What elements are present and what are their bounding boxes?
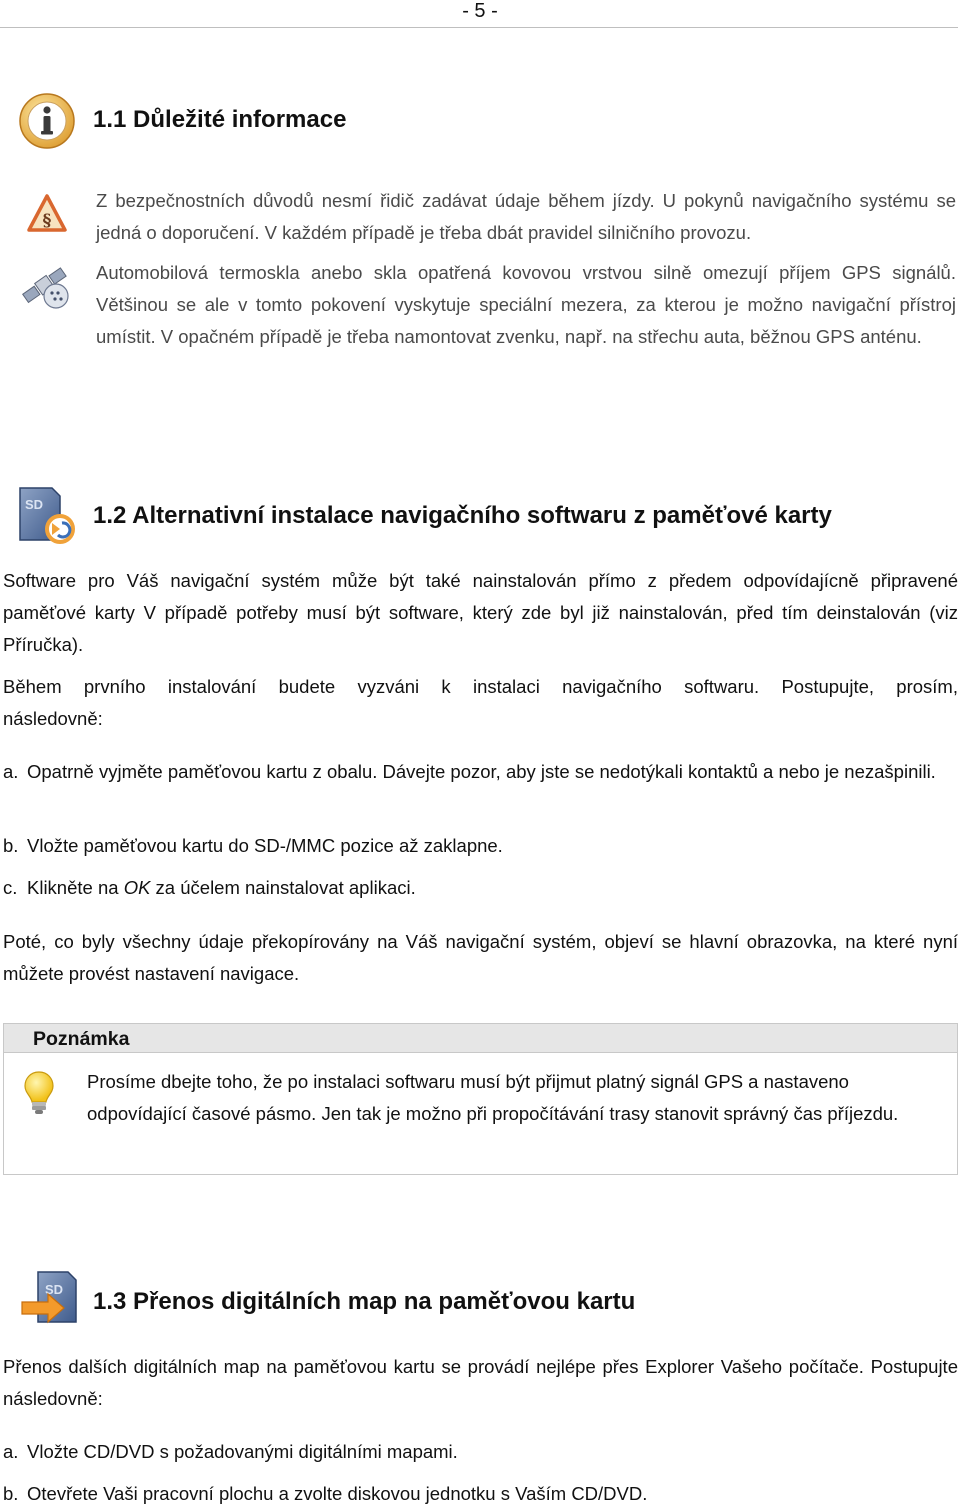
install-steps-intro-line: Během prvního instalování budete vyzváni k instalaci navigačního softwaru. Postupujte, prosím, [3,676,958,697]
note-text: Prosíme dbejte toho, že po instalaci softwaru musí být přijmut platný signál GPS a nastaveno odpovídající časové pásmo. Jen tak je možno při propočítávání trasy stanovit správný čas příjezdu. [87,1071,899,1124]
list-item-text [3,872,958,904]
list-item [3,1436,958,1468]
list-item [3,756,958,788]
list-marker: c. [3,877,18,898]
install-intro-paragraph: Software pro Váš navigační systém může být také nainstalován přímo z předem odpovídajícně připravené paměťové karty V případě potřeby musí být software, který zde byl již nainstalován, před tím deinstalován (viz Příručka). [3,570,958,655]
note-title: Poznámka [33,1028,130,1050]
note-box [3,1023,958,1175]
sd-label: SD [25,497,44,512]
list-item [3,830,958,862]
lightbulb-icon [22,1070,56,1116]
list-item-text-after: za účelem nainstalovat aplikaci. [150,877,416,898]
list-marker: a. [3,1441,19,1462]
sd-label: SD [45,1282,64,1297]
ok-emphasis: OK [123,877,151,898]
safety-paragraph: Z bezpečnostních důvodů nesmí řidič zadávat údaje během jízdy. U pokynů navigačního systému se jedná o doporučení. V každém případě je třeba dbát pravidel silničního provozu. [96,190,956,243]
list-item-text: Opatrně vyjměte paměťovou kartu z obalu. Dávejte pozor, aby jste se nedotýkali kontaktů a nebo je nezašpinili. [27,761,936,782]
map-transfer-paragraph: Přenos dalších digitálních map na paměťovou kartu se provádí nejlépe přes Explorer Vašeho počítače. Postupujte následovně: [3,1356,958,1409]
page-number: - 5 - [462,0,498,22]
sd-card-install-icon [14,485,78,549]
sd-card-transfer-icon [20,1270,84,1326]
warning-paragraph-icon [26,193,68,233]
info-icon [18,92,76,150]
install-finish-paragraph: Poté, co byly všechny údaje překopírovány na Váš navigační systém, objeví se hlavní obrazovka, na které nyní můžete provést nastavení navigace. [3,931,958,984]
section-heading-map-transfer: 1.3 Přenos digitálních map na paměťovou kartu [93,1288,636,1315]
list-item [3,872,958,904]
note-header [4,1024,957,1053]
list-marker: b. [3,835,19,856]
section-heading-alternative-install: 1.2 Alternativní instalace navigačního softwaru z paměťové karty [93,502,832,529]
gps-glass-paragraph: Automobilová termoskla anebo skla opatřená kovovou vrstvou silně omezují příjem GPS signálů. Většinou se ale v tomto pokovení vyskytuje speciální mezera, za kterou je možno navigační přístroj umístit. V opačném případě je třeba namontovat zvenku, např. na střechu auta, běžnou GPS anténu. [96,262,956,347]
list-marker: b. [3,1483,19,1504]
install-steps-intro-line-2: následovně: [3,708,103,729]
list-item-text-before: Klikněte na [27,877,124,898]
header-rule [0,27,958,28]
section-heading-important-info: 1.1 Důležité informace [93,106,347,133]
list-item-text: Vložte CD/DVD s požadovanými digitálními mapami. [27,1441,458,1462]
svg-text:§: § [42,211,52,231]
list-item-text: Vložte paměťovou kartu do SD-/MMC pozice až zaklapne. [27,835,503,856]
list-item [3,1478,958,1510]
list-item-text: Otevřete Vaši pracovní plochu a zvolte diskovou jednotku s Vaším CD/DVD. [27,1483,648,1504]
list-marker: a. [3,761,19,782]
satellite-icon [18,260,72,312]
